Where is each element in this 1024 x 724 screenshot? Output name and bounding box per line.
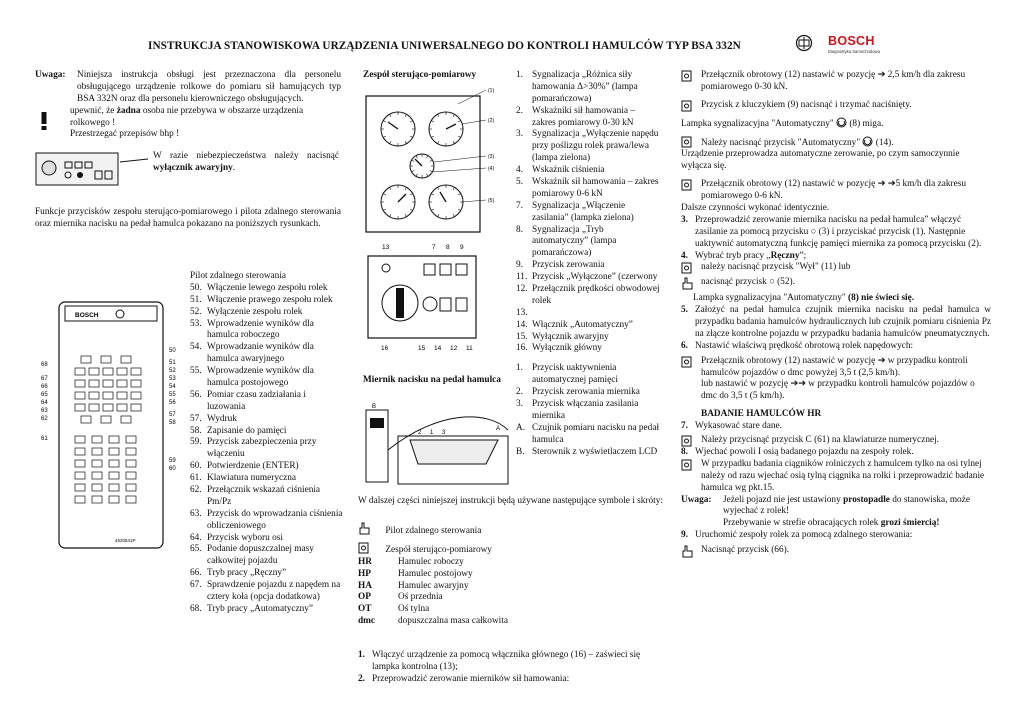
control-unit-figure — [358, 84, 508, 234]
list-item: 1. Przycisk uaktywnienia automatycznej pamięci — [516, 363, 618, 386]
remote-callout: 55 — [169, 392, 176, 398]
remote-key — [75, 436, 85, 443]
column-4: Przełącznik obrotowy (12) nastawić w pozycję ➔ 2,5 km/h dla zakresu pomiarowego 0-30 kN. Przycisk z kluczykiem (9) nacisnąć i trzymać naciśnięty. Lampka sygnalizacyjna "Automatyczny" (8) miga. Należy nacisnąć przycisk "Automatyczny" (14). Urządzenie przeprowadza automatyczne zerowanie, po czym samoczynnie wyłącza się. Przełącznik obrotowy (12) nastawić w pozycję ➔ ➔5 km/h dla zakresu pomiarowego 0-6 kN. Dalsze czynności wykonać identycznie. 3. Przeprowadzić zerowanie miernika nacisku na pedał hamulca” włączyć zasilanie za pomocą przycisku ○ (3) i przyciskać przycisk (1). Następnie uaktywnić automatyczną funkcję pamięci miernika za pomocą przycisku (2). 4. Wybrać tryb pracy „Ręczny”; należy nacisnąć przycisk "Wył" (11) lub nacisnąć przycisk ○ (52). Lampka sygnalizacyjna "Automatyczny" (8) nie świeci się. 5. Założyć na pedał hamulca czujnik miernika nacisku na pedał hamulca w przypadku badania hamulców hydraulicznych lub czujnik pomiaru ciśnienia Pz na złącze kontrolne pojazdu w przypadku badania hamulców pneumatycznych. 6. Nastawić właściwą prędkość obrotową rolek napędowych: Przełącznik obrotowy (12) nastawić w pozycję ➔ w przypadku kontroli hamulców pojazdów o dmc powyżej 3,5 t (2,5 km/h). lub nastawić w pozycję ➔➔ w przypadku kontroli hamulców pojazdów o dmc do 3,5 t (5 km/h). BADANIE HAMULCÓW HR 7. Wykasować stare dane. Należy przycisnąć przycisk C (61) na klawiaturze numerycznej. 8. Wjechać powoli I osią badanego pojazdu na zespoły rolek. W przypadku badania ciągników rolniczych z hamulcem tylko na osi tylnej należy od razu wjechać osią tylną ciągnika na rolki i przeprowadzić badanie hamulca wg pkt.15. Uwaga: Jeżeli pojazd nie jest ustawiony prostopadle do stanowiska, może wyjechać z rolek! Przebywanie w strefie obracających rolek grozi śmiercią! 9. Uruchomić zespoły rolek za pomocą zdalnego sterowania: Nacisnąć przycisk (66). — [681, 70, 991, 557]
remote-callout: 52 — [169, 368, 176, 374]
remote-key — [89, 368, 99, 375]
abbreviation-row: HA Hamulec awaryjny — [358, 580, 469, 591]
functions-text: Funkcje przycisków zespołu sterująco-pomiarowego i pilota zdalnego sterowania oraz miernika nacisku na pedał hamulca pokazano na poniższych rysunkach. — [35, 207, 341, 230]
list-item: 1. Sygnalizacja „Różnica siły hamowania Δ>30%” (lampa pomarańczowa) — [516, 70, 638, 104]
step2-line4: Należy nacisnąć przycisk "Automatyczny" (14). — [701, 137, 894, 148]
step2-line1: Przełącznik obrotowy (12) nastawić w pozycję ➔ 2,5 km/h dla zakresu pomiarowego 0-30 kN. — [701, 70, 966, 92]
step2-line6: Przełącznik obrotowy (12) nastawić w pozycję ➔ ➔5 km/h dla zakresu pomiarowego 0-6 kN. — [701, 179, 966, 202]
remote-callout: 57 — [169, 412, 176, 418]
device-icon — [681, 435, 692, 447]
list-item: 2. Przycisk zerowania miernika — [516, 387, 640, 398]
brand-logo: BOSCH Diagnostyka Samochodowa — [828, 34, 880, 54]
list-item: 9. Przycisk zerowania — [516, 260, 605, 271]
list-item: 16. Wyłącznik główny — [516, 343, 602, 354]
list-item: 61. Klawiatura numeryczna — [190, 473, 297, 484]
remote-key — [92, 448, 102, 455]
svg-text:14: 14 — [434, 345, 442, 352]
steps-list — [358, 650, 666, 686]
remote-callout: 64 — [41, 400, 48, 406]
remote-key — [92, 472, 102, 479]
device-icon — [681, 179, 692, 191]
svg-text:11: 11 — [466, 345, 473, 352]
remote-brand: BOSCH — [75, 312, 99, 319]
remote-key — [117, 392, 127, 399]
remote-key — [101, 356, 111, 363]
list-item: 11. Przycisk „Wyłączone” (czerwony — [516, 272, 658, 283]
pilot-title: Pilot zdalnego sterowania — [190, 271, 287, 281]
warning-text: upewnić, że żadna osoba nie przebywa w obszarze urządzenia rolkowego ! — [70, 105, 304, 128]
emergency-text: W razie niebezpieczeństwa należy nacisnąć wyłącznik awaryjny. — [153, 151, 339, 174]
abbreviation-row: dmc dopuszczalna masa całkowita — [358, 616, 508, 627]
svg-text:7: 7 — [432, 244, 436, 251]
device-icon — [681, 70, 692, 82]
list-item: 55. Wprowadzenie wyników dla hamulca postojowego — [190, 366, 314, 389]
svg-text:(3): (3) — [488, 154, 495, 160]
svg-text:16: 16 — [381, 345, 389, 352]
remote-key — [75, 496, 85, 503]
remote-key — [126, 472, 136, 479]
svg-text:12: 12 — [450, 345, 458, 352]
remote-key — [92, 484, 102, 491]
hand-pointer-icon — [358, 522, 371, 535]
device-icon — [358, 542, 369, 554]
svg-text:(5): (5) — [488, 198, 495, 204]
abbreviation-row: OT Oś tylna — [358, 604, 430, 615]
caution-2: Przebywanie w strefie obracających rolek grozi śmiercią! — [723, 518, 940, 529]
remote-key — [75, 380, 85, 387]
list-item: 65. Podanie dopuszczalnej masy całkowitej pojazdu — [190, 544, 314, 567]
svg-text:B: B — [372, 404, 377, 410]
step6: Nastawić właściwą prędkość obrotową rolek napędowych: — [695, 340, 914, 351]
list-item: 51. Włączenie prawego zespołu rolek — [190, 294, 333, 305]
remote-key — [131, 368, 141, 375]
remote-key — [75, 404, 85, 411]
remote-key — [89, 392, 99, 399]
uwaga-text: Niniejsza instrukcja obsługi jest przeznaczona dla personelu obsługującego urządzenie rolkowe do pomiaru sił hamujących typ BSA 332N oraz dla personelu kierowniczego obsługujących. — [77, 70, 341, 104]
list-item: 56. Pomiar czasu zadziałania i luzowania — [190, 389, 306, 412]
remote-callout: 66 — [41, 384, 48, 390]
list-item: 1. Włączyć urządzenie za pomocą włącznika głównego (16) – zaświeci się lampka kontrolna (13); — [358, 650, 641, 672]
remote-key — [101, 416, 111, 423]
remote-callout: 68 — [41, 362, 48, 368]
symbols-list: Pilot zdalnego sterowania Zespół sterująco-pomiarowy HR Hamulec roboczy HP Hamulec postojowy HA Hamulec awaryjny OP Oś przednia OT Oś tylna dmc dopuszczalna masa całkowita — [358, 522, 666, 628]
hr-section-title: BADANIE HAMULCÓW HR — [701, 409, 822, 420]
step2-line3: Lampka sygnalizacyjna "Automatyczny" (8) miga. — [681, 118, 884, 129]
step9-a: Nacisnąć przycisk (66). — [701, 545, 790, 556]
list-item: 64. Przycisk wyboru osi — [190, 532, 283, 543]
remote-callout: 62 — [41, 416, 48, 422]
remote-callout: 65 — [41, 392, 48, 398]
auto-button-icon — [862, 136, 873, 147]
step5: Założyć na pedał hamulca czujnik miernika nacisku na pedał hamulca w przypadku badania hamulców hydraulicznych lub czujnik pomiaru ciśnienia Pz na złącze kontrolne pojazdu w przypadku badania hamulców pneumatycznych. — [695, 305, 991, 339]
device-icon — [681, 100, 692, 112]
unit-title: Zespół sterująco-pomiarowy — [363, 70, 477, 80]
list-item: 13. — [516, 307, 528, 318]
remote-key — [121, 416, 131, 423]
uwaga-label: Uwaga: — [35, 70, 66, 80]
step2-line2: Przycisk z kluczykiem (9) nacisnąć i trzymać naciśnięty. — [701, 99, 912, 110]
control-panel-figure — [358, 238, 508, 356]
list-item: 4. Wskaźnik ciśnienia — [516, 165, 605, 176]
list-item: 66. Tryb pracy „Ręczny” — [190, 568, 287, 579]
step4-remote: nacisnąć przycisk ○ (52). — [701, 277, 795, 288]
list-item: 50. Włączenie lewego zespołu rolek — [190, 282, 328, 293]
svg-text:8: 8 — [446, 244, 450, 251]
bosch-emblem-icon — [795, 34, 813, 52]
remote-key — [109, 436, 119, 443]
remote-key — [117, 380, 127, 387]
emergency-panel-figure — [35, 151, 120, 187]
page-title: INSTRUKCJA STANOWISKOWA URZĄDZENIA UNIWERSALNEGO DO KONTROLI HAMULCÓW TYP BSA 332N — [148, 40, 741, 52]
remote-key — [75, 368, 85, 375]
svg-text:(4): (4) — [488, 166, 495, 172]
remote-key — [126, 460, 136, 467]
svg-text:(1): (1) — [488, 88, 495, 94]
remote-key — [109, 496, 119, 503]
remote-key — [89, 380, 99, 387]
remote-callout: 63 — [41, 408, 48, 414]
remote-key — [103, 368, 113, 375]
list-item: 68. Tryb pracy „Automatyczny” — [190, 603, 314, 614]
pointer-line — [120, 157, 148, 165]
step2-line7: Dalsze czynności wykonać identycznie. — [681, 203, 830, 214]
remote-key — [126, 436, 136, 443]
column-3 — [516, 70, 661, 459]
device-icon — [681, 459, 692, 471]
remote-key — [75, 392, 85, 399]
list-item: B. Sterownik z wyświetlaczem LCD — [516, 446, 658, 457]
remote-control-figure — [35, 296, 215, 560]
remote-key — [103, 380, 113, 387]
remote-key — [131, 380, 141, 387]
step4-lamp: Lampka sygnalizacyjna "Automatyczny" (8) nie świeci się. — [693, 293, 915, 304]
list-item: 3. Przycisk włączania zasilania miernika — [516, 399, 639, 421]
pedal-meter-figure — [358, 400, 513, 490]
list-item: 57. Wydruk — [190, 413, 237, 424]
svg-text:(2): (2) — [488, 118, 495, 124]
remote-code: 4520541P — [115, 538, 136, 543]
list-item: 58. Zapisanie do pamięci — [190, 425, 287, 436]
list-item: 59. Przycisk zabezpieczenia przy włączeniu — [190, 437, 317, 460]
remote-key — [117, 404, 127, 411]
caution-1: Jeżeli pojazd nie jest ustawiony prostopadle do stanowiska, może wyjechać z rolek! — [723, 494, 970, 517]
remote-key — [117, 368, 127, 375]
remote-key — [109, 472, 119, 479]
svg-text:3: 3 — [442, 430, 446, 436]
device-icon — [681, 356, 692, 368]
hand-pointer-icon — [681, 545, 694, 558]
remote-key — [109, 448, 119, 455]
remote-key — [109, 460, 119, 467]
list-item: A. Czujnik pomiaru nacisku na pedał hamulca — [516, 422, 660, 445]
list-item: 2. Wskaźniki sił hamowania – zakres pomiarowy 0-30 kN — [516, 105, 636, 128]
remote-key — [92, 460, 102, 467]
svg-text:2: 2 — [418, 430, 422, 436]
remote-callout: 53 — [169, 376, 176, 382]
list-item: 2. Przeprowadzić zerowanie mierników sił hamowania: — [358, 673, 570, 684]
remote-key — [121, 356, 131, 363]
symbols-intro: W dalszej części niniejszej instrukcji będą używane następujące symbole i skróty: — [358, 496, 663, 506]
remote-callout: 58 — [169, 420, 176, 426]
step8: Wjechać powoli I osią badanego pojazdu na zespoły rolek. — [695, 446, 914, 457]
abbreviation-row: HR Hamulec roboczy — [358, 556, 464, 567]
pilot-list — [190, 271, 345, 616]
remote-key — [89, 404, 99, 411]
step7: Wykasować stare dane. — [695, 421, 782, 432]
svg-text:9: 9 — [460, 244, 464, 251]
step6-a: Przełącznik obrotowy (12) nastawić w pozycję ➔ w przypadku kontroli hamulców pojazdów o dmc powyżej 3,5 t (2,5 km/h). — [701, 355, 968, 378]
list-item: 12. Przełącznik prędkości obwodowej rolek — [516, 284, 660, 306]
remote-callout: 60 — [169, 466, 176, 472]
list-item: 53. Wprowadzenie wyników dla hamulca roboczego — [190, 318, 314, 341]
exclamation-icon — [40, 112, 48, 130]
list-item: 5. Wskaźnik sił hamowania – zakres pomiarowy 0-6 kN — [516, 177, 659, 199]
remote-callout: 54 — [169, 384, 176, 390]
list-item: 62. Przełącznik wskazań ciśnienia Pm/Pz — [190, 485, 321, 507]
remote-callout: 56 — [169, 400, 176, 406]
remote-callout: 51 — [169, 360, 176, 366]
meter-title: Miernik nacisku na pedał hamulca — [363, 375, 501, 385]
step6-b: lub nastawić w pozycję ➔➔ w przypadku kontroli hamulców pojazdów o dmc do 3,5 t (5 km/h). — [701, 379, 975, 402]
step4-off: należy nacisnąć przycisk "Wył" (11) lub — [701, 262, 851, 273]
remote-key — [75, 448, 85, 455]
step7-a: Należy przycisnąć przycisk C (61) na klawiaturze numerycznej. — [701, 435, 939, 446]
step4: Wybrać tryb pracy „Ręczny”; — [695, 250, 807, 261]
list-item: 15. Wyłącznik awaryjny — [516, 331, 609, 342]
remote-key — [75, 472, 85, 479]
remote-key — [126, 496, 136, 503]
device-icon — [681, 262, 692, 274]
list-item: 14. Włącznik „Automatyczny” — [516, 319, 633, 330]
list-item: 63. Przycisk do wprowadzania ciśnienia obliczeniowego — [190, 508, 343, 531]
step3: Przeprowadzić zerowanie miernika nacisku na pedał hamulca” włączyć zasilanie za pomocą przycisku ○ (3) i przyciskać przycisk (1). Następnie uaktywnić automatyczną funkcję pamięci miernika za pomocą przycisku (2). — [695, 214, 982, 249]
remote-key — [92, 496, 102, 503]
step9: Uruchomić zespoły rolek za pomocą zdalnego sterowania: — [695, 530, 913, 541]
list-item: 60. Potwierdzenie (ENTER) — [190, 461, 299, 472]
list-item: 7. Sygnalizacja „Włączenie zasilania” (lampka zielona) — [516, 200, 634, 223]
remote-key — [75, 460, 85, 467]
remote-key — [81, 356, 91, 363]
list-item: 67. Sprawdzenie pojazdu z napędem na cztery koła (opcja dodatkowa) — [190, 580, 341, 603]
remote-key — [126, 448, 136, 455]
device-icon — [681, 136, 692, 148]
step2-line5: Urządzenie przeprowadza automatyczne zerowanie, po czym samoczynnie wyłącza się. — [681, 149, 960, 172]
remote-key — [131, 392, 141, 399]
remote-callout: 50 — [169, 348, 176, 354]
svg-text:1: 1 — [430, 430, 434, 436]
remote-callout: 59 — [169, 458, 176, 464]
remote-key — [109, 484, 119, 491]
auto-lamp-icon — [836, 117, 847, 128]
remote-key — [126, 484, 136, 491]
list-item: 8. Sygnalizacja „Tryb automatyczny” (lampa pomarańczowa) — [516, 224, 617, 259]
list-item: 3. Sygnalizacja „Wyłączenie napędu przy poślizgu rolek prawa/lewa (lampa zielona) — [516, 129, 659, 164]
remote-key — [75, 484, 85, 491]
list-item: 52. Wyłączenie zespołu rolek — [190, 306, 303, 317]
svg-text:13: 13 — [382, 244, 390, 251]
remote-callout: 61 — [41, 436, 48, 442]
safety-rules: Przestrzegać przepisów bhp ! — [70, 129, 180, 140]
remote-key — [92, 436, 102, 443]
svg-text:A: A — [496, 426, 501, 432]
remote-key — [81, 416, 91, 423]
remote-callout: 67 — [41, 376, 48, 382]
hand-pointer-icon — [681, 277, 694, 290]
remote-key — [103, 404, 113, 411]
list-item: 54. Wprowadzanie wyników dla hamulca awaryjnego — [190, 342, 314, 365]
svg-text:15: 15 — [418, 345, 426, 352]
abbreviation-row: HP Hamulec postojowy — [358, 568, 473, 579]
abbreviation-row: OP Oś przednia — [358, 592, 443, 603]
remote-key — [103, 392, 113, 399]
remote-key — [131, 404, 141, 411]
step8-a: W przypadku badania ciągników rolniczych z hamulcem tylko na osi tylnej należy od razu wjechać osią tylną ciągnika na rolki i przeprowadzić badanie hamulca wg pkt.15. — [701, 458, 985, 493]
column-1 — [35, 70, 343, 614]
